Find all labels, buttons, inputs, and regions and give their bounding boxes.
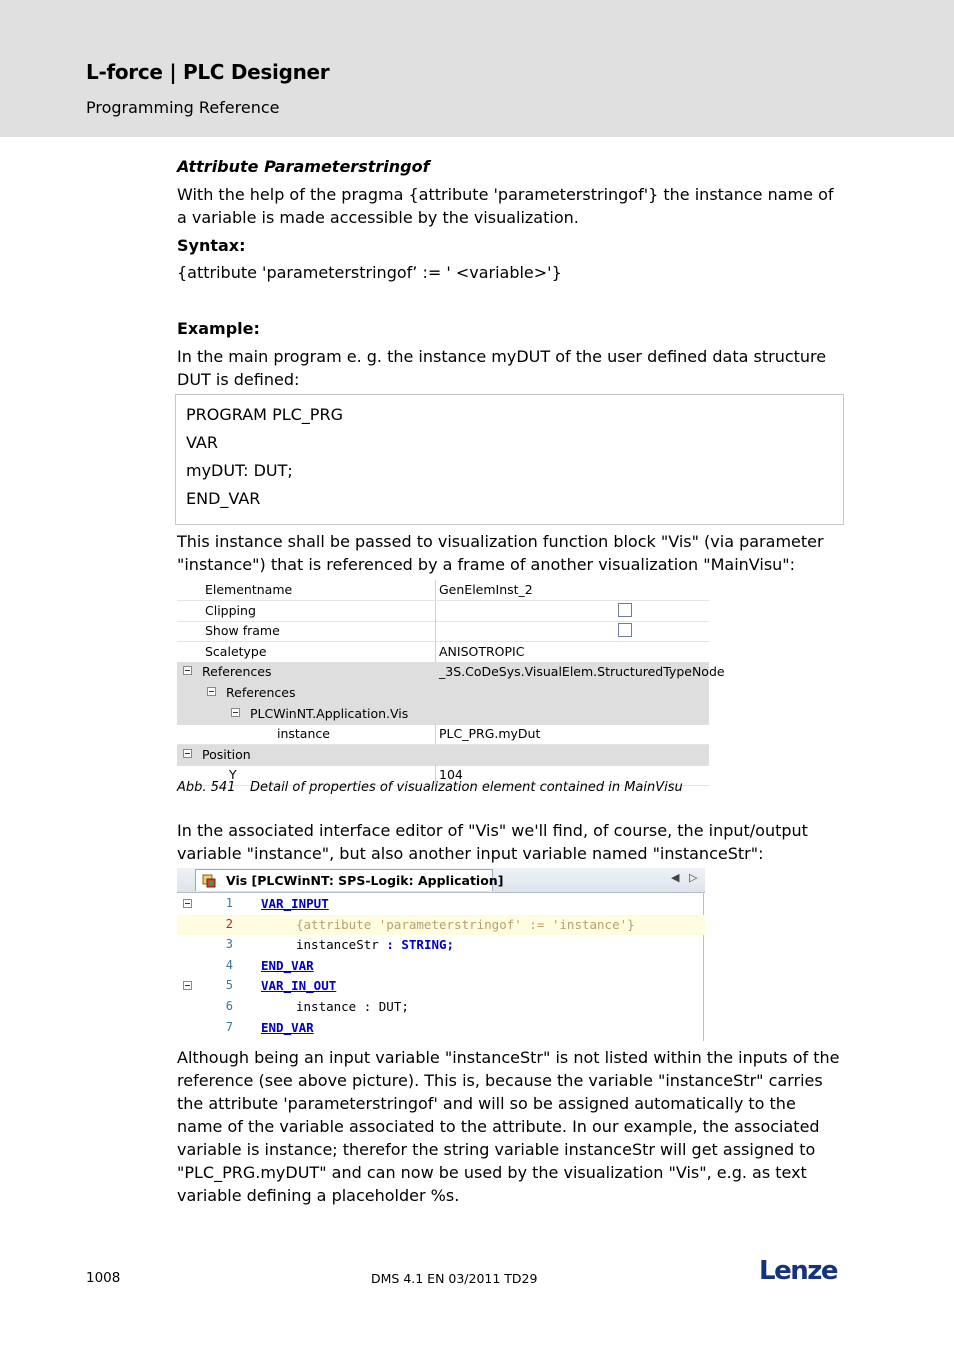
editor-line[interactable]	[177, 915, 705, 936]
code-keyword: END_VAR	[261, 1019, 314, 1035]
property-row[interactable]	[177, 580, 709, 601]
interface-paragraph: In the associated interface editor of "Vis" we'll find, of course, the input/output variable "instance", but also another input variable named "instanceStr":	[177, 821, 808, 863]
fold-icon[interactable]	[183, 899, 192, 908]
property-value: ANISOTROPIC	[439, 643, 525, 659]
code-colon: :	[378, 937, 402, 953]
editor-tab-label: Vis [PLCWinNT: SPS-Logik: Application]	[226, 873, 504, 888]
property-group-row[interactable]	[177, 745, 709, 766]
document-id: DMS 4.1 EN 03/2011 TD29	[371, 1271, 538, 1286]
line-number: 5	[225, 978, 233, 993]
property-row[interactable]	[177, 724, 709, 745]
property-name: Elementname	[205, 582, 293, 597]
line-number: 3	[225, 937, 233, 952]
collapse-icon[interactable]	[231, 708, 240, 717]
property-value: _3S.CoDeSys.VisualElem.StructuredTypeNode	[439, 664, 725, 680]
page-header	[0, 0, 954, 137]
code-line: PROGRAM PLC_PRG	[186, 405, 343, 424]
pou-icon	[202, 874, 216, 888]
property-row[interactable]	[177, 621, 709, 642]
line-number: 4	[225, 957, 233, 972]
line-number: 2	[225, 916, 233, 931]
code-keyword: END_VAR	[261, 957, 314, 973]
interface-editor[interactable]	[177, 868, 705, 1041]
header-title: L-force | PLC Designer	[86, 60, 330, 84]
property-group-row[interactable]	[177, 704, 709, 725]
code-pragma: {attribute 'parameterstringof' := 'instance'}	[296, 916, 635, 932]
collapse-icon[interactable]	[183, 749, 192, 758]
page-number: 1008	[86, 1270, 121, 1286]
code-line: VAR	[186, 433, 218, 452]
editor-line[interactable]	[177, 997, 705, 1018]
code-keyword: VAR_IN_OUT	[261, 978, 337, 994]
scroll-right-icon[interactable]: ▷	[689, 871, 698, 884]
syntax-label: Syntax:	[177, 236, 246, 255]
line-number: 6	[225, 999, 233, 1013]
property-value: 104	[439, 767, 463, 783]
closing-paragraph: Although being an input variable "instanceStr" is not listed within the inputs of the reference (see above picture). This is, because the variable "instanceStr" carries the attribute 'parameterstringof' and will so be assigned automatically to the name of the variable associated to the attribute. In our example, the associated variable is instance; therefor the string variable instanceStr will get assigned to "PLC_PRG.myDUT" and can now be used by the visualization "Vis", e.g. as text variable defining a placeholder %s.	[177, 1048, 840, 1205]
property-row[interactable]	[177, 642, 709, 663]
property-name: Show frame	[205, 623, 280, 639]
editor-tab-bar	[177, 868, 705, 893]
code-identifier: instance : DUT;	[296, 999, 409, 1014]
figure-caption-text: Detail of properties of visualization element contained in MainVisu	[250, 780, 683, 795]
example-paragraph: In the main program e. g. the instance myDUT of the user defined data structure DUT is defined:	[177, 347, 827, 389]
editor-line[interactable]	[177, 935, 705, 956]
collapse-icon[interactable]	[183, 666, 192, 675]
property-name: Scaletype	[205, 643, 267, 659]
line-number: 1	[225, 896, 233, 910]
code-line: myDUT: DUT;	[186, 461, 293, 480]
property-name: Position	[202, 746, 251, 762]
properties-grid	[177, 580, 725, 783]
editor-tab[interactable]	[195, 869, 504, 891]
figure-caption	[177, 780, 683, 795]
lenze-logo: Lenze	[759, 1256, 837, 1286]
property-value: PLC_PRG.myDut	[439, 726, 541, 742]
property-name: Clipping	[205, 602, 256, 618]
scroll-left-icon[interactable]: ◀	[671, 871, 680, 884]
example-label: Example:	[177, 319, 260, 338]
property-row[interactable]	[177, 601, 709, 622]
collapse-icon[interactable]	[207, 687, 216, 696]
editor-line[interactable]	[177, 894, 705, 915]
code-identifier: instanceStr	[296, 937, 379, 953]
code-line: END_VAR	[186, 489, 261, 508]
header-subtitle: Programming Reference	[86, 98, 280, 117]
property-name: References	[226, 685, 296, 700]
show-frame-checkbox[interactable]	[618, 623, 632, 637]
property-name: PLCWinNT.Application.Vis	[250, 705, 409, 721]
code-keyword: VAR_INPUT	[261, 896, 329, 911]
figure-number: Abb. 541	[177, 780, 236, 795]
editor-line[interactable]	[177, 976, 705, 997]
line-number: 7	[225, 1019, 233, 1034]
syntax-text: {attribute 'parameterstringof’ := ' <variable>'}	[177, 263, 562, 282]
property-name: References	[202, 664, 272, 680]
editor-line[interactable]	[177, 956, 705, 977]
property-group-row[interactable]	[177, 683, 709, 704]
code-type: STRING;	[401, 937, 455, 953]
clipping-checkbox[interactable]	[618, 603, 632, 617]
property-name: instance	[277, 726, 330, 742]
fold-icon[interactable]	[183, 981, 192, 990]
code-block	[175, 394, 844, 525]
section-title: Attribute Parameterstringof	[177, 157, 430, 176]
property-group-row[interactable]	[177, 662, 725, 683]
property-name: Y	[229, 767, 237, 783]
intro-paragraph: With the help of the pragma {attribute 'parameterstringof'} the instance name of a variable is made accessible by the visualization.	[177, 185, 834, 227]
editor-line[interactable]	[177, 1018, 705, 1039]
property-value: GenElemInst_2	[439, 582, 533, 597]
pass-paragraph: This instance shall be passed to visualization function block "Vis" (via parameter "instance") that is referenced by a frame of another visualization "MainVisu":	[177, 532, 824, 574]
